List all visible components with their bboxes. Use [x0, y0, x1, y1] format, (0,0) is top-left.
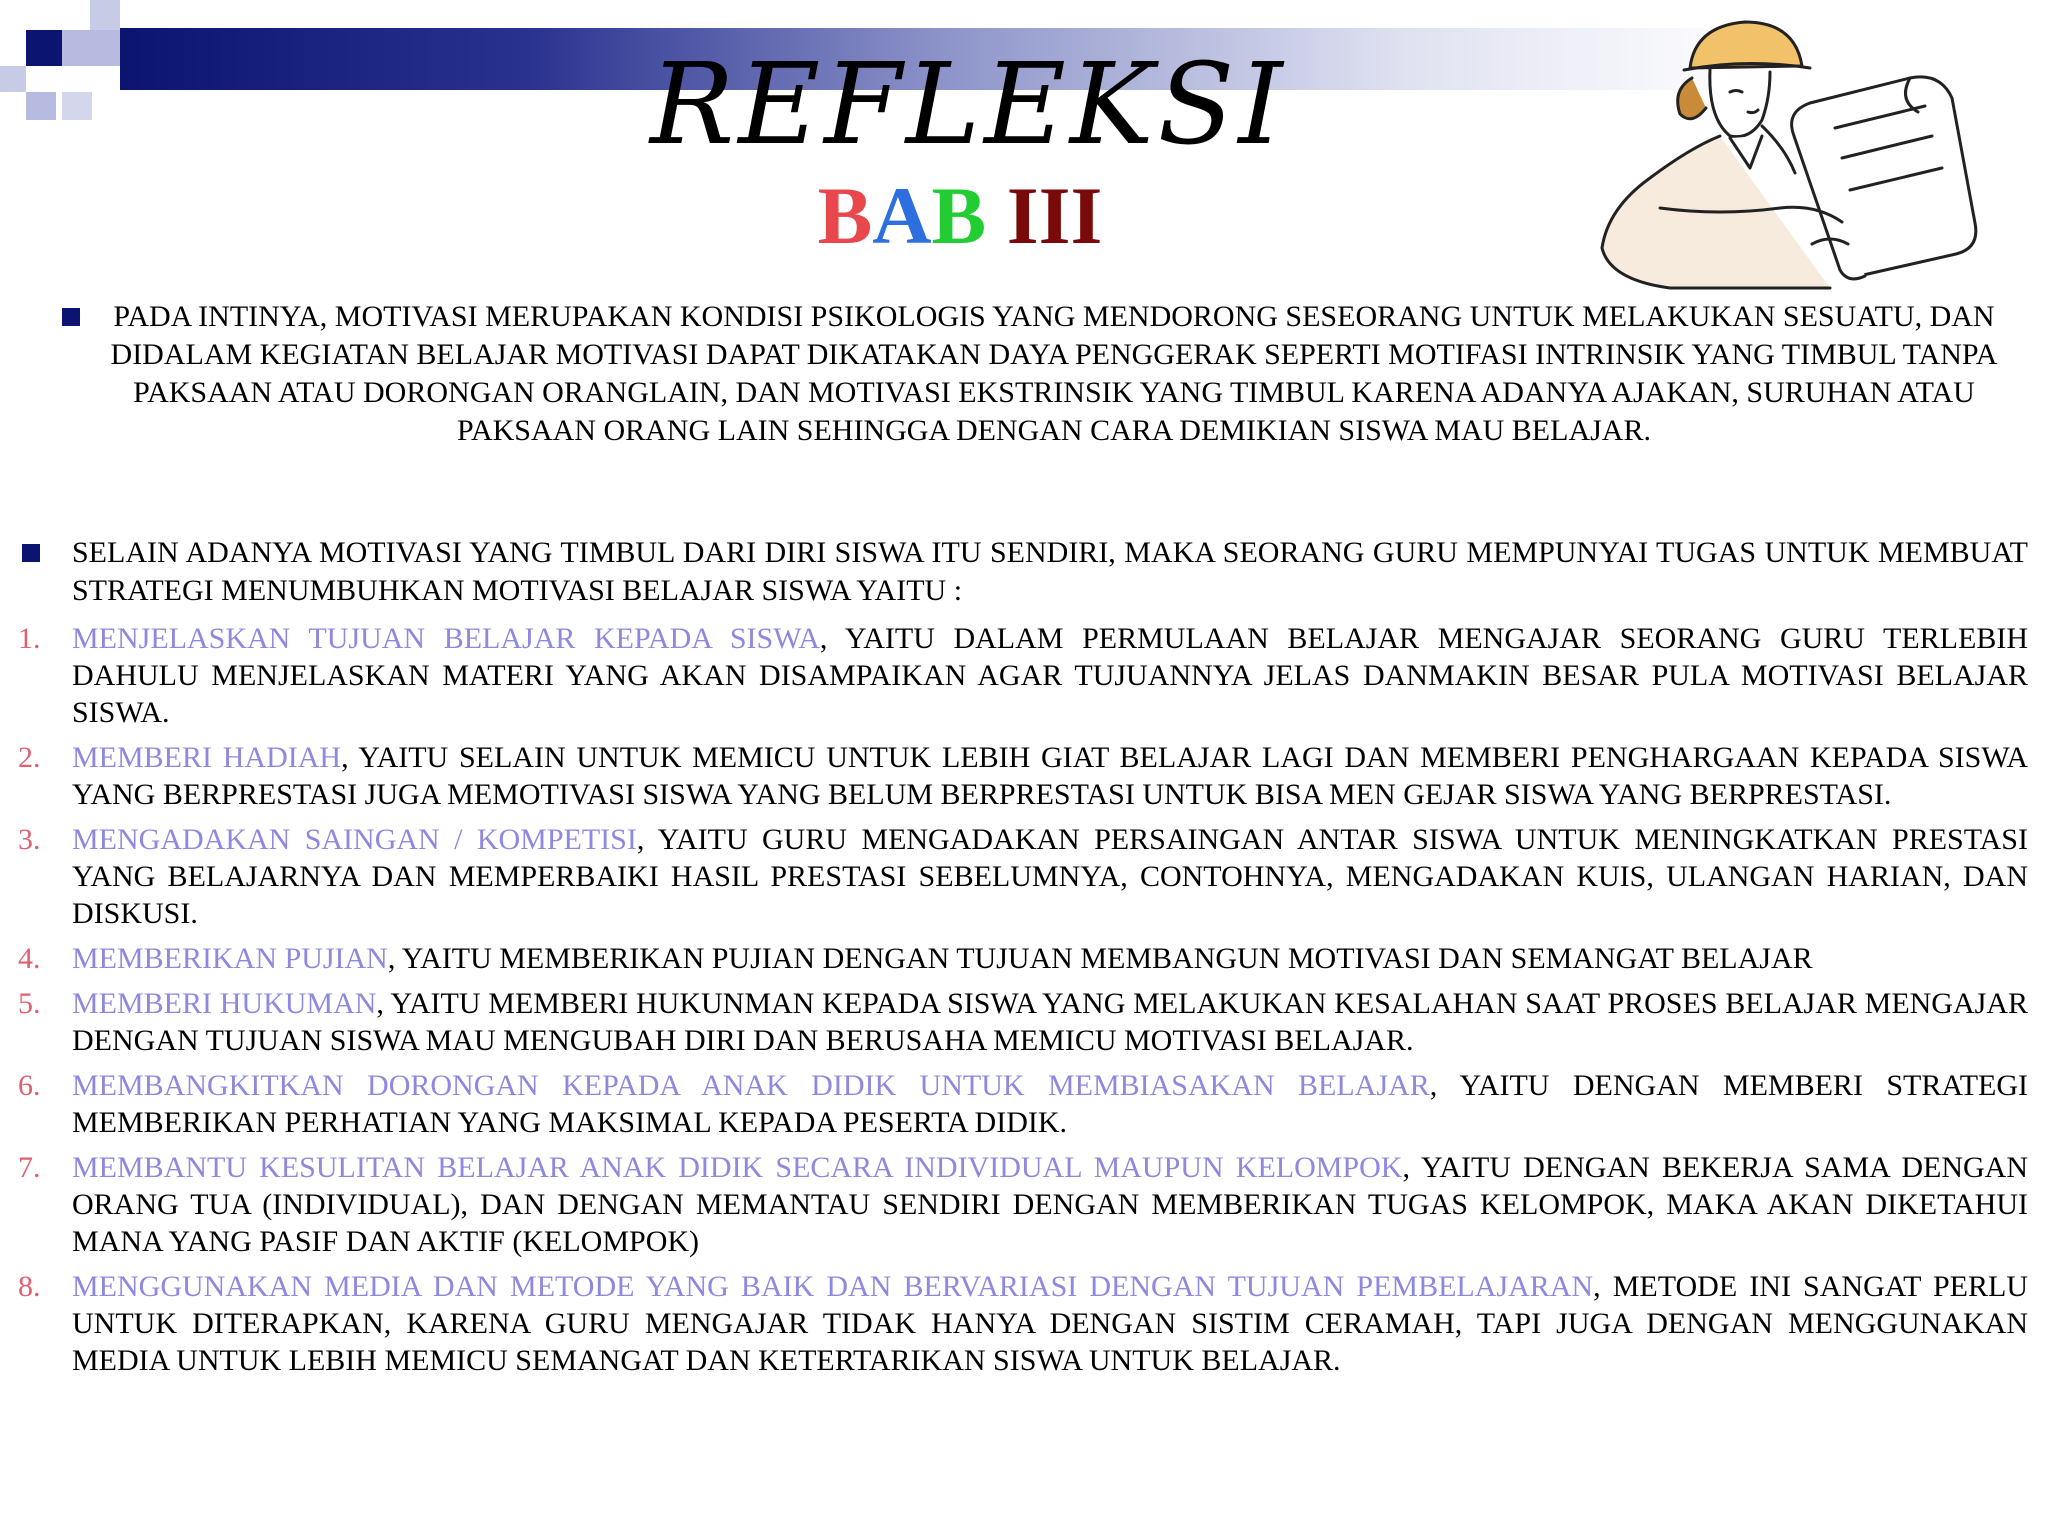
subtitle-letter-a: A: [872, 170, 932, 261]
list-highlight: MEMBANGKITKAN DORONGAN KEPADA ANAK DIDIK UNTUK MEMBIASAKAN BELAJAR: [72, 1069, 1430, 1102]
corner-square: [26, 30, 62, 66]
slide-title: REFLEKSI: [650, 40, 1287, 170]
list-highlight: MENGADAKAN SAINGAN / KOMPETISI: [72, 823, 637, 856]
list-number: 6.: [18, 1069, 41, 1102]
list-number: 2.: [18, 741, 41, 774]
paragraph-strategy: SELAIN ADANYA MOTIVASI YANG TIMBUL DARI DIRI SISWA ITU SENDIRI, MAKA SEORANG GURU MEMPUNYAI TUGAS UNTUK MEMBUAT STRATEGI MENUMBUHKAN MOTIVASI BELAJAR SISWA YAITU :: [72, 536, 2028, 607]
list-text: , YAITU DENGAN MEMBERI STRATEGI MEMBERIKAN PERHATIAN YANG MAKSIMAL KEPADA PESERTA DIDIK.: [72, 1069, 2028, 1139]
list-number: 4.: [18, 942, 41, 975]
subtitle-roman-numeral: III: [1006, 170, 1103, 261]
strategy-list: [0, 620, 2048, 1387]
list-item: [0, 1268, 2028, 1379]
corner-square: [0, 66, 26, 92]
list-highlight: MENGGUNAKAN MEDIA DAN METODE YANG BAIK DAN BERVARIASI DENGAN TUJUAN PEMBELAJARAN: [72, 1270, 1594, 1303]
square-bullet-icon: [62, 308, 80, 326]
list-text: , YAITU DENGAN BEKERJA SAMA DENGAN ORANG TUA (INDIVIDUAL), DAN DENGAN MEMANTAU SENDIRI DENGAN MEMBERIKAN TUGAS KELOMPOK, MAKA AKAN DIKETAHUI MANA YANG PASIF DAN AKTIF (KELOMPOK): [72, 1151, 2028, 1258]
subtitle-letter-b2: B: [931, 170, 987, 261]
list-item: [0, 739, 2028, 813]
subtitle-letter-b: B: [817, 170, 873, 261]
corner-square: [62, 92, 92, 120]
list-number: 8.: [18, 1270, 41, 1303]
list-item: [0, 985, 2028, 1059]
subtitle-space: [986, 168, 1007, 264]
list-number: 1.: [18, 622, 41, 655]
list-text: , YAITU MEMBERIKAN PUJIAN DENGAN TUJUAN MEMBANGUN MOTIVASI DAN SEMANGAT BELAJAR: [387, 942, 1813, 975]
list-item: [0, 620, 2028, 731]
corner-square: [90, 0, 120, 30]
list-item: [0, 1149, 2028, 1260]
architect-woman-with-blueprint-illustration: [1580, 8, 2000, 293]
list-highlight: MEMBERI HADIAH: [72, 741, 342, 774]
list-highlight: MEMBERI HUKUMAN: [72, 987, 377, 1020]
list-text: , YAITU GURU MENGADAKAN PERSAINGAN ANTAR SISWA UNTUK MENINGKATKAN PRESTASI YANG BELAJARNYA DAN MEMPERBAIKI HASIL PRESTASI SEBELUMNYA, CONTOHNYA, MENGADAKAN KUIS, ULANGAN HARIAN, DAN DISKUSI.: [72, 823, 2028, 930]
list-number: 7.: [18, 1151, 41, 1184]
list-highlight: MEMBANTU KESULITAN BELAJAR ANAK DIDIK SECARA INDIVIDUAL MAUPUN KELOMPOK: [72, 1151, 1403, 1184]
corner-square: [62, 30, 120, 66]
list-item: [0, 821, 2028, 932]
list-highlight: MEMBERIKAN PUJIAN: [72, 942, 388, 975]
paragraph-intro: PADA INTINYA, MOTIVASI MERUPAKAN KONDISI PSIKOLOGIS YANG MENDORONG SESEORANG UNTUK MELAKUKAN SESUATU, DAN DIDALAM KEGIATAN BELAJAR MOTIVASI DAPAT DIKATAKAN DAYA PENGGERAK SEPERTI MOTIFASI INTRINSIK YANG TIMBUL TANPA PAKSAAN ATAU DORONGAN ORANGLAIN, DAN MOTIVASI EKSTRINSIK YANG TIMBUL KARENA ADANYA AJAKAN, SURUHAN ATAU PAKSAAN ORANG LAIN SEHINGGA DENGAN CARA DEMIKIAN SISWA MAU BELAJAR.: [110, 300, 1998, 447]
corner-square: [26, 92, 56, 120]
list-text: , YAITU MEMBERI HUKUNMAN KEPADA SISWA YANG MELAKUKAN KESALAHAN SAAT PROSES BELAJAR MENGAJAR DENGAN TUJUAN SISWA MAU MENGUBAH DIRI DAN BERUSAHA MEMICU MOTIVASI BELAJAR.: [72, 987, 2028, 1057]
list-number: 5.: [18, 987, 41, 1020]
square-bullet-icon: [22, 544, 40, 562]
list-highlight: MENJELASKAN TUJUAN BELAJAR KEPADA SISWA: [72, 622, 820, 655]
list-number: 3.: [18, 823, 41, 856]
slide-subtitle: [700, 168, 1220, 264]
list-text: , METODE INI SANGAT PERLU UNTUK DITERAPKAN, KARENA GURU MENGAJAR TIDAK HANYA DENGAN SISTIM CERAMAH, TAPI JUGA DENGAN MENGGUNAKAN MEDIA UNTUK LEBIH MEMICU SEMANGAT DAN KETERTARIKAN SISWA UNTUK BELAJAR.: [72, 1270, 2028, 1377]
list-text: , YAITU SELAIN UNTUK MEMICU UNTUK LEBIH GIAT BELAJAR LAGI DAN MEMBERI PENGHARGAAN KEPADA SISWA YANG BERPRESTASI JUGA MEMOTIVASI SISWA YANG BELUM BERPRESTASI UNTUK BISA MEN GEJAR SISWA YANG BERPRESTASI.: [72, 741, 2029, 811]
list-item: [0, 940, 2028, 977]
list-text: , YAITU DALAM PERMULAAN BELAJAR MENGAJAR SEORANG GURU TERLEBIH DAHULU MENJELASKAN MATERI YANG AKAN DISAMPAIKAN AGAR TUJUANNYA JELAS DANMAKIN BESAR PULA MOTIVASI BELAJAR SISWA.: [72, 622, 2028, 729]
list-item: [0, 1067, 2028, 1141]
